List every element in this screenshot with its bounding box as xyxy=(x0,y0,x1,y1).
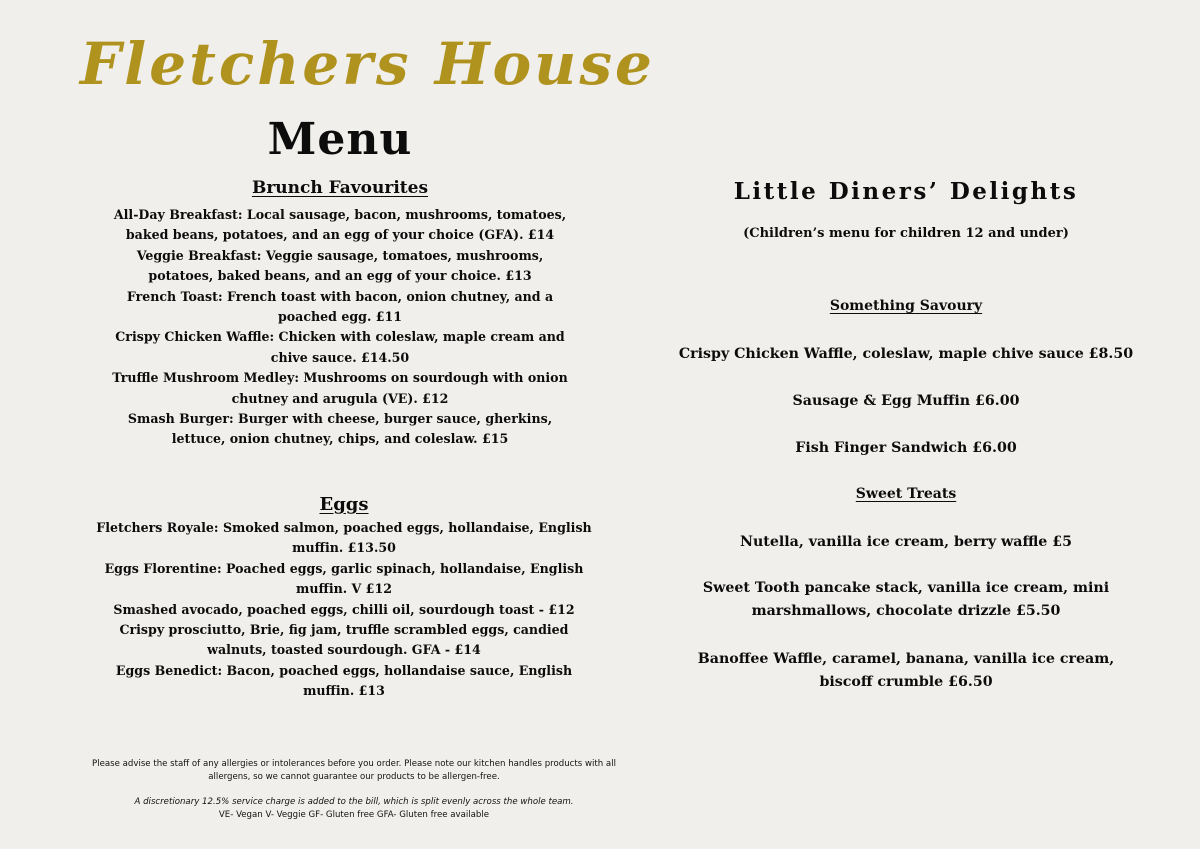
service-charge-notice: A discretionary 12.5% service charge is added to the bill, which is split evenly across the whole team. xyxy=(134,797,574,807)
kids-menu-note: (Children’s menu for children 12 and under) xyxy=(743,226,1069,241)
brunch-item-all-day-breakfast: All-Day Breakfast: Local sausage, bacon, mushrooms, tomatoes, baked beans, potatoes, and an egg of your choice (GFA). £14 xyxy=(113,207,567,243)
brunch-item-truffle-mushroom: Truffle Mushroom Medley: Mushrooms on sourdough with onion chutney and arugula (VE). £12 xyxy=(112,370,568,406)
kids-item-sweet-tooth-pancake: Sweet Tooth pancake stack, vanilla ice cream, mini marshmallows, chocolate drizzle £5.50 xyxy=(702,580,1110,619)
eggs-item-florentine: Eggs Florentine: Poached eggs, garlic spinach, hollandaise, English muffin. V £12 xyxy=(104,560,584,597)
eggs-heading: Eggs xyxy=(319,494,369,515)
sweet-treats-heading: Sweet Treats xyxy=(855,486,957,502)
something-savoury-heading: Something Savoury xyxy=(829,298,983,314)
kids-item-banoffee-waffle: Banoffee Waffle, caramel, banana, vanilla ice cream, biscoff crumble £6.50 xyxy=(697,651,1115,690)
eggs-item-fletchers-royale: Fletchers Royale: Smoked salmon, poached eggs, hollandaise, English muffin. £13.50 xyxy=(96,520,592,556)
eggs-item-crispy-prosciutto: Crispy prosciutto, Brie, fig jam, truffle scrambled eggs, candied walnuts, toasted sourdough. GFA - £14 xyxy=(119,622,569,658)
eggs-item-benedict: Eggs Benedict: Bacon, poached eggs, hollandaise sauce, English muffin. £13 xyxy=(115,662,573,699)
menu-title: Menu xyxy=(267,114,413,165)
kids-menu-title: Little Diners’ Delights xyxy=(733,178,1079,205)
kids-item-fish-finger-sandwich: Fish Finger Sandwich £6.00 xyxy=(795,440,1017,456)
brunch-item-french-toast: French Toast: French toast with bacon, onion chutney, and a poached egg. £11 xyxy=(126,288,554,325)
footnotes xyxy=(80,758,628,822)
kids-item-sausage-egg-muffin: Sausage & Egg Muffin £6.00 xyxy=(792,393,1020,409)
brunch-item-smash-burger: Smash Burger: Burger with cheese, burger sauce, gherkins, lettuce, onion chutney, chips, and coleslaw. £15 xyxy=(127,411,553,447)
eggs-item-smashed-avocado: Smashed avocado, poached eggs, chilli oil, sourdough toast - £12 xyxy=(113,601,575,617)
kids-item-crispy-chicken-waffle: Crispy Chicken Waffle, coleslaw, maple chive sauce £8.50 xyxy=(678,346,1134,362)
brand-title: Fletchers House xyxy=(80,30,655,98)
allergy-notice: Please advise the staff of any allergies or intolerances before you order. Please note our kitchen handles products with all allergens, so we cannot guarantee our products to be allergen-free. xyxy=(92,759,616,782)
brunch-list xyxy=(110,205,570,450)
brunch-item-crispy-chicken-waffle: Crispy Chicken Waffle: Chicken with coleslaw, maple cream and chive sauce. £14.50 xyxy=(115,329,565,365)
brunch-heading: Brunch Favourites xyxy=(251,178,429,198)
dietary-legend: VE- Vegan V- Veggie GF- Gluten free GFA- Gluten free available xyxy=(218,810,490,820)
eggs-list xyxy=(90,518,598,702)
brunch-item-veggie-breakfast: Veggie Breakfast: Veggie sausage, tomatoes, mushrooms, potatoes, baked beans, and an egg of your choice. £13 xyxy=(136,247,544,284)
kids-item-nutella-waffle: Nutella, vanilla ice cream, berry waffle £5 xyxy=(739,534,1073,550)
